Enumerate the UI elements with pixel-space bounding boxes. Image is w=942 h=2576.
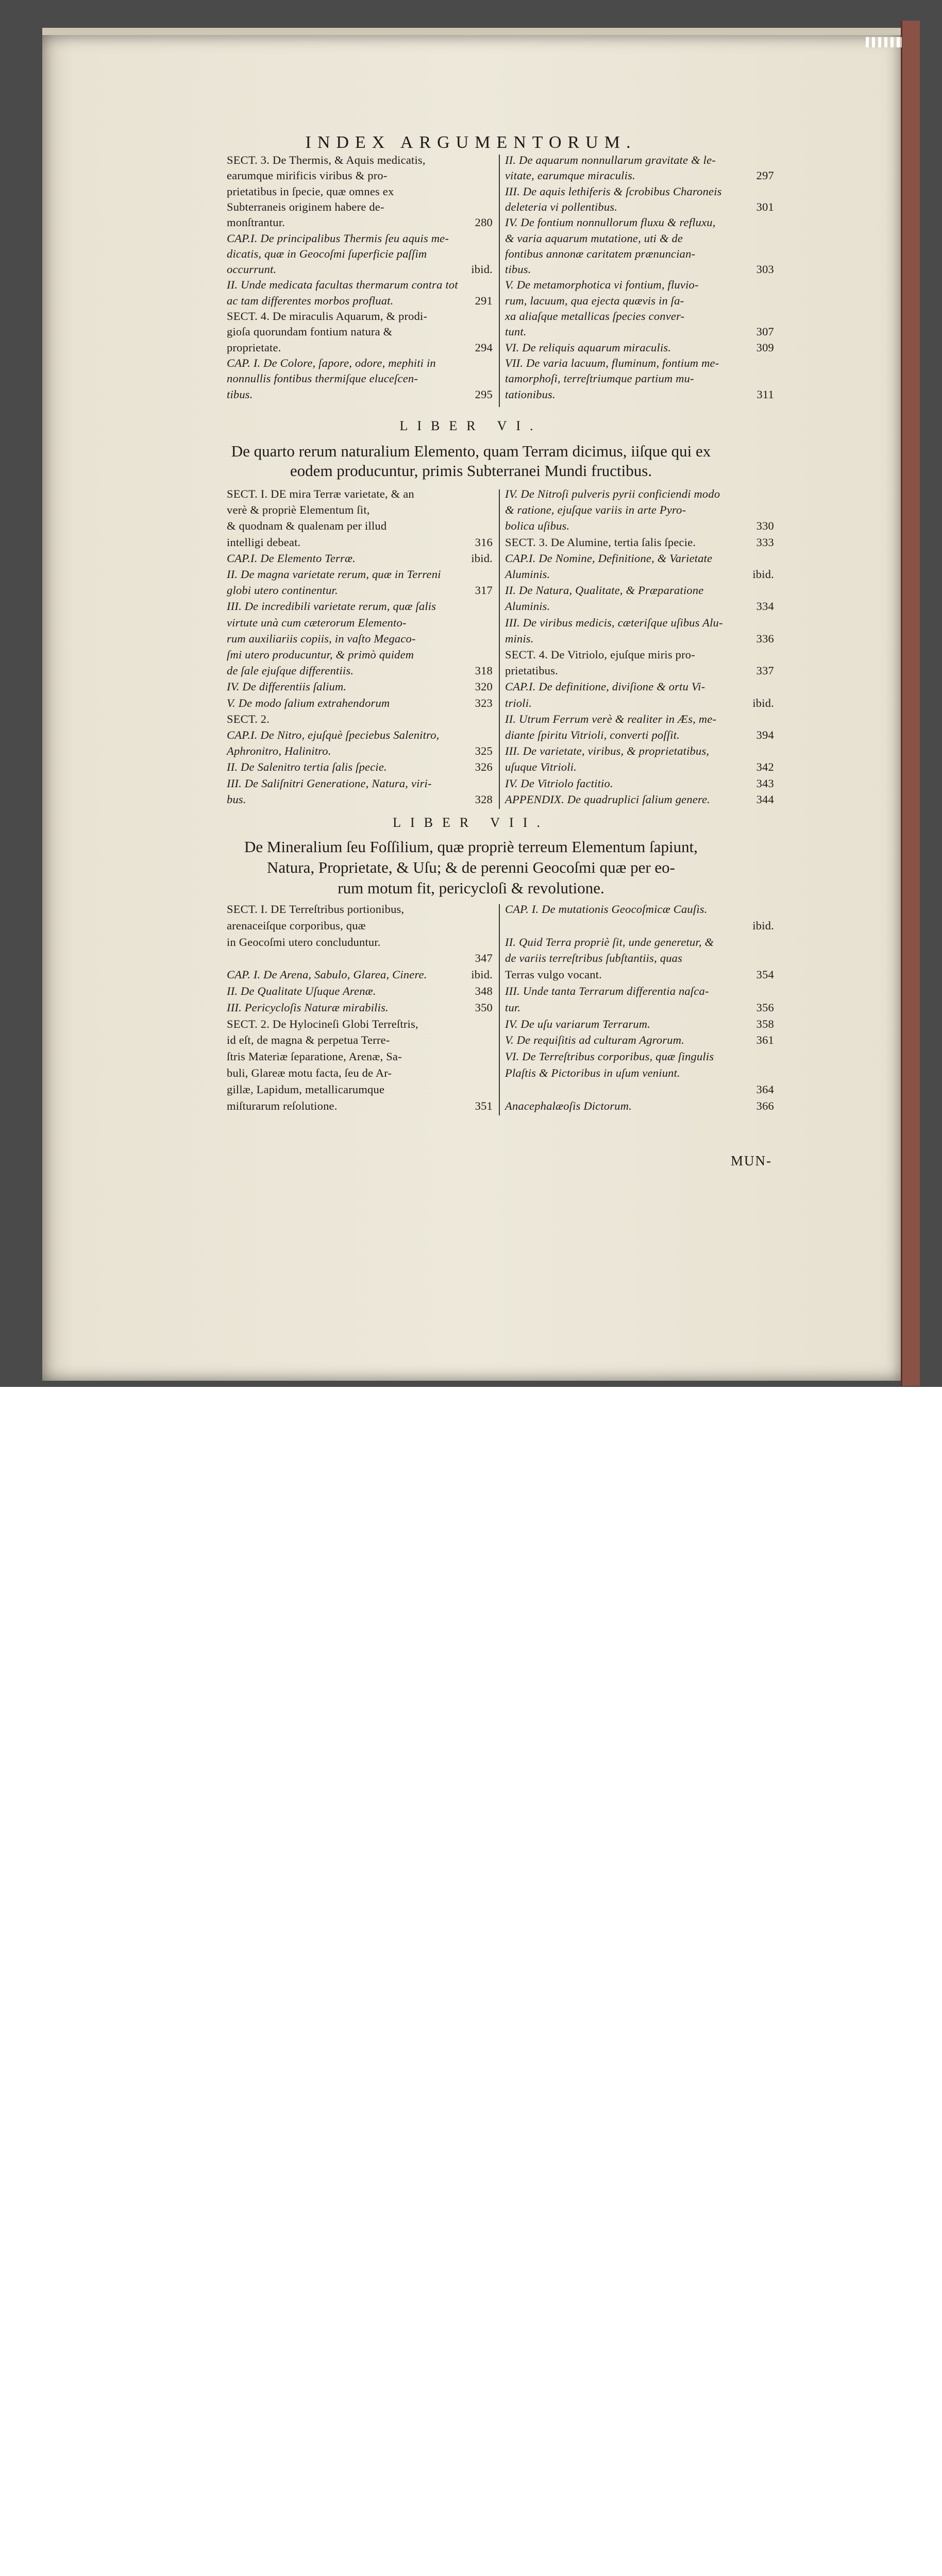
entry-text: II. De magna varietate rerum, quæ in Terreni — [227, 568, 441, 581]
entry-text: deleteria vi pollentibus. — [505, 200, 618, 213]
liber-vii-summary-line2: Natura, Proprietate, & Uſu; & de perenni Geocoſmi quæ per eo- — [267, 858, 675, 876]
index-entry — [505, 294, 774, 308]
entry-text: II. Quid Terra propriè ſit, unde generetur, & — [505, 935, 714, 948]
index-entry — [227, 263, 493, 276]
page-number: ibid. — [471, 263, 493, 276]
index-entry — [505, 680, 774, 693]
entry-text: CAP.I. De definitione, diviſione & ortu Vi- — [505, 680, 705, 693]
page-number: 348 — [475, 985, 493, 997]
page-number: 323 — [475, 696, 493, 709]
index-entry — [227, 294, 493, 308]
entry-text: SECT. 4. De miraculis Aquarum, & prodi- — [227, 310, 428, 323]
entry-text: tamorphoſi, terreſtriumque partium mu- — [505, 372, 694, 385]
page-number: 366 — [756, 1099, 774, 1112]
index-entry — [505, 169, 774, 182]
index-entry — [227, 568, 493, 581]
index-entry — [227, 154, 493, 167]
page-number: ibid. — [752, 696, 774, 709]
entry-text: prietatibus. — [505, 664, 559, 677]
index-entry — [227, 1099, 493, 1113]
entry-text: de variis terreſtribus ſubſtantiis, quas — [505, 952, 683, 965]
entry-text: Plaſtis & Pictoribus in uſum veniunt. — [505, 1066, 680, 1079]
entry-text: uſuque Vitrioli. — [505, 760, 577, 774]
entry-text: IV. De differentiis ſalium. — [227, 680, 347, 693]
index-entry — [505, 185, 774, 198]
entry-text: ſtris Materiæ ſeparatione, Arenæ, Sa- — [227, 1050, 402, 1063]
entry-text: CAP. I. De Colore, ſapore, odore, mephiti in — [227, 356, 436, 369]
entry-text: SECT. 2. — [227, 712, 270, 725]
page-number: 311 — [756, 387, 774, 401]
index-entry — [505, 1066, 774, 1080]
page-number: 280 — [475, 216, 493, 229]
page-number: 330 — [756, 519, 774, 533]
index-entry — [227, 169, 493, 182]
index-entry — [227, 903, 493, 916]
index-entry — [505, 632, 774, 646]
entry-text: II. Unde medicata facultas thermarum contra tot — [227, 278, 458, 292]
entry-text: gioſa quorundam fontium natura & — [227, 325, 393, 338]
entry-text: & varia aquarum mutatione, uti & de — [505, 231, 683, 245]
entry-text: buli, Glareæ motu facta, ſeu de Ar- — [227, 1066, 392, 1079]
entry-text: prietatibus in ſpecie, quæ omnes ex — [227, 184, 394, 198]
page-number: 317 — [475, 584, 493, 597]
entry-text: CAP.I. De principalibus Thermis ſeu aquis me- — [227, 231, 449, 245]
index-entry — [227, 357, 493, 370]
entry-text: SECT. 2. De Hylocineſi Globi Terreſtris, — [227, 1017, 418, 1030]
liber-vii-summary-line3: rum motum fit, pericycloſi & revolutione. — [338, 879, 604, 897]
page-number: 328 — [475, 792, 493, 806]
entry-text: Aluminis. — [505, 568, 550, 581]
page-number: 294 — [475, 341, 493, 354]
index-entry — [505, 728, 774, 742]
entry-text: fontibus annonæ caritatem prænuncian- — [505, 247, 696, 260]
index-entry — [505, 903, 774, 916]
index-entry — [227, 372, 493, 385]
index-entry — [227, 760, 493, 774]
page-number: 336 — [756, 632, 774, 645]
entry-text: bolica uſibus. — [505, 519, 570, 533]
page-number: 333 — [756, 535, 774, 549]
index-entry — [227, 247, 493, 261]
entry-text: V. De metamorphotica vi fontium, fluvio- — [505, 278, 699, 292]
entry-text: rum auxiliariis copiis, in vaſto Megaco- — [227, 632, 416, 645]
index-entry — [227, 519, 493, 533]
entry-text: III. Pericycloſis Naturæ mirabilis. — [227, 1001, 389, 1014]
index-entry — [505, 936, 774, 949]
index-entry — [227, 697, 493, 710]
index-entry — [505, 372, 774, 385]
entry-text: occurrunt. — [227, 263, 277, 276]
entry-text: & ratione, ejuſque variis in arte Pyro- — [505, 503, 686, 517]
entry-text: IV. De Nitroſi pulveris pyrii conficiendi modo — [505, 487, 720, 500]
entry-text: verè & propriè Elementum ſit, — [227, 503, 370, 517]
index-entry — [505, 697, 774, 710]
index-entry — [505, 1050, 774, 1063]
entry-text: III. De Saliſnitri Generatione, Natura, viri- — [227, 776, 432, 790]
entry-text: Anacephalæoſis Dictorum. — [505, 1099, 632, 1112]
entry-text: IV. De Vitriolo factitio. — [505, 776, 613, 790]
entry-text: II. De Qualitate Uſuque Arenæ. — [227, 985, 376, 997]
entry-text: trioli. — [505, 696, 532, 709]
entry-text: monſtrantur. — [227, 216, 285, 229]
index-entry — [505, 200, 774, 214]
index-entry — [505, 503, 774, 517]
entry-text: tunt. — [505, 325, 527, 338]
index-entry — [505, 232, 774, 245]
entry-text: II. De Natura, Qualitate, & Præparatione — [505, 584, 704, 597]
index-entry — [505, 1099, 774, 1113]
index-entry — [505, 744, 774, 758]
catchword: MUN- — [731, 1153, 772, 1168]
entry-text: ac tam differentes morbos profluat. — [227, 294, 394, 307]
entry-text: dicatis, quæ in Geocoſmi ſuperficie paſſim — [227, 247, 427, 260]
index-entry — [505, 341, 774, 354]
index-entry — [227, 278, 493, 292]
liber-vii-title: LIBER VII. — [393, 815, 549, 830]
index-entry — [505, 310, 774, 323]
entry-text: SECT. I. DE mira Terræ varietate, & an — [227, 487, 414, 500]
page-number: 303 — [756, 263, 774, 276]
index-entry — [505, 760, 774, 774]
index-entry — [227, 632, 493, 646]
entry-text: xa aliaſque metallicas ſpecies conver- — [505, 310, 685, 323]
entry-text: ſmi utero producuntur, & primò quidem — [227, 648, 414, 661]
index-entry — [227, 648, 493, 662]
entry-text: in Geocoſmi utero concluduntur. — [227, 935, 381, 948]
page-number: 309 — [756, 341, 774, 354]
index-entry — [227, 552, 493, 565]
entry-text: proprietate. — [227, 341, 281, 354]
liber-vii-summary-line1: De Mineralium ſeu Foſſilium, quæ propriè terreum Elementum ſapiunt, — [244, 838, 698, 856]
index-entry — [505, 568, 774, 581]
liber-vi-title: LIBER VI. — [399, 418, 543, 433]
index-entry — [505, 552, 774, 565]
index-entry — [505, 777, 774, 790]
column-divider — [499, 904, 500, 1115]
page-number: 342 — [756, 760, 774, 774]
entry-text: tationibus. — [505, 387, 556, 401]
index-entry — [227, 503, 493, 517]
index-entry — [505, 600, 774, 613]
entry-text: id eſt, de magna & perpetua Terre- — [227, 1033, 390, 1047]
entry-text: Subterraneis originem habere de- — [227, 200, 384, 213]
index-entry — [505, 1018, 774, 1031]
index-entry — [227, 310, 493, 323]
entry-text: virtute unà cum cæterorum Elemento- — [227, 616, 407, 629]
index-entry — [227, 536, 493, 549]
entry-text: SECT. 3. De Thermis, & Aquis medicatis, — [227, 154, 426, 166]
page-number: 394 — [756, 728, 774, 741]
entry-text: Terras vulgo vocant. — [505, 968, 602, 981]
entry-text: tibus. — [505, 263, 531, 276]
index-entry — [227, 185, 493, 198]
entry-text: III. De varietate, viribus, & proprietatibus, — [505, 744, 710, 758]
index-entry — [227, 793, 493, 806]
page-number: 337 — [756, 664, 774, 677]
entry-text: nonnullis fontibus thermiſque eluceſcen- — [227, 372, 418, 385]
index-entry — [227, 584, 493, 597]
entry-text: VII. De varia lacuum, fluminum, fontium me- — [505, 356, 719, 369]
entry-text: II. Utrum Ferrum verè & realiter in Æs, me- — [505, 712, 717, 725]
page-number: 307 — [756, 325, 774, 338]
page-number: 354 — [756, 968, 774, 981]
index-entry — [505, 793, 774, 806]
column-divider — [499, 155, 500, 407]
entry-text: Aphronitro, Halinitro. — [227, 744, 331, 758]
index-entry — [227, 1050, 493, 1063]
index-entry — [505, 648, 774, 662]
page-number: 351 — [475, 1099, 493, 1112]
page-number: ibid. — [752, 919, 774, 932]
index-entry — [505, 247, 774, 261]
index-entry — [505, 985, 774, 998]
page-number: 334 — [756, 600, 774, 613]
entry-text: intelligi debeat. — [227, 535, 301, 549]
index-entry — [227, 1018, 493, 1031]
page-number: 295 — [475, 387, 493, 401]
index-entry — [505, 325, 774, 338]
entry-text: CAP.I. De Elemento Terræ. — [227, 551, 356, 565]
book-binding-edge — [901, 21, 920, 1386]
footer-bar — [0, 1387, 942, 1456]
entry-text: III. De aquis lethiferis & ſcrobibus Charoneis — [505, 184, 722, 198]
index-entry — [505, 1033, 774, 1047]
entry-text: globi utero continentur. — [227, 584, 338, 597]
index-entry — [227, 325, 493, 338]
index-entry — [505, 616, 774, 630]
entry-text: II. De aquarum nonnullarum gravitate & le- — [505, 154, 716, 166]
entry-text: SECT. 3. De Alumine, tertia ſalis ſpecie. — [505, 535, 696, 549]
entry-text: tibus. — [227, 387, 253, 401]
page-number: 364 — [756, 1082, 774, 1096]
liber-vi-summary-line1: De quarto rerum naturalium Elemento, quam Terram dicimus, iiſque qui ex — [231, 442, 711, 460]
page-number: ibid. — [471, 551, 493, 565]
liber-vi-summary-line2: eodem producuntur, primis Subterranei Mundi fructibus. — [290, 462, 652, 480]
index-entry — [505, 388, 774, 401]
page-number: 291 — [475, 294, 493, 307]
page-number: 358 — [756, 1017, 774, 1030]
index-entry — [227, 600, 493, 613]
index-entry — [227, 744, 493, 758]
page-number: ibid. — [752, 568, 774, 581]
entry-text: V. De requiſitis ad culturam Agrorum. — [505, 1033, 685, 1047]
page-corner-tear — [866, 37, 902, 47]
entry-text: arenaceiſque corporibus, quæ — [227, 919, 366, 932]
index-entry — [227, 1066, 493, 1080]
entry-text: earumque mirificis viribus & pro- — [227, 169, 388, 182]
index-entry — [227, 985, 493, 998]
entry-text: rum, lacuum, qua ejecta quævis in ſa- — [505, 294, 684, 307]
entry-text: APPENDIX. De quadruplici ſalium genere. — [505, 792, 711, 806]
index-entry — [505, 278, 774, 292]
index-entry — [505, 216, 774, 229]
index-entry — [227, 936, 493, 949]
entry-text: III. De incredibili varietate rerum, quæ ſalis — [227, 600, 436, 613]
page-number: 361 — [756, 1033, 774, 1047]
entry-text: III. Unde tanta Terrarum differentia naſca- — [505, 985, 709, 997]
index-entry — [505, 536, 774, 549]
index-entry — [505, 584, 774, 597]
entry-text: IV. De uſu variarum Terrarum. — [505, 1017, 651, 1030]
index-entry — [227, 968, 493, 981]
entry-text: tur. — [505, 1001, 521, 1014]
index-entry — [505, 1001, 774, 1014]
index-entry — [227, 616, 493, 630]
index-entry — [505, 713, 774, 726]
index-entry — [227, 216, 493, 229]
entry-text: II. De Salenitro tertia ſalis ſpecie. — [227, 760, 387, 774]
entry-text: & quodnam & qualenam per illud — [227, 519, 387, 533]
index-entry — [505, 487, 774, 501]
entry-text: VI. De reliquis aquarum miraculis. — [505, 341, 671, 354]
entry-text: vitate, earumque miraculis. — [505, 169, 635, 182]
index-entry — [227, 664, 493, 677]
index-entry — [227, 341, 493, 354]
page-number: 356 — [756, 1001, 774, 1014]
entry-text: SECT. 4. De Vitriolo, ejuſque miris pro- — [505, 648, 695, 661]
index-entry — [227, 919, 493, 933]
entry-text: miſturarum reſolutione. — [227, 1099, 338, 1112]
index-entry — [505, 664, 774, 677]
page-number: 350 — [475, 1001, 493, 1014]
index-entry — [505, 357, 774, 370]
entry-text: minis. — [505, 632, 534, 645]
index-entry — [505, 519, 774, 533]
entry-text: de ſale ejuſque differentiis. — [227, 664, 354, 677]
entry-text: Aluminis. — [505, 600, 550, 613]
page-number: 347 — [475, 952, 493, 965]
page-number: 326 — [475, 760, 493, 774]
entry-text: gillæ, Lapidum, metallicarumque — [227, 1082, 385, 1096]
page-number: 344 — [756, 792, 774, 806]
index-entry — [227, 728, 493, 742]
entry-text: VI. De Terreſtribus corporibus, quæ ſingulis — [505, 1050, 714, 1063]
index-entry — [227, 1033, 493, 1047]
page-number: 343 — [756, 776, 774, 790]
index-entry — [227, 680, 493, 693]
page-number: 325 — [475, 744, 493, 758]
index-entry — [227, 713, 493, 726]
page-number: 301 — [756, 200, 774, 213]
page-number: 318 — [475, 664, 493, 677]
index-entry — [505, 263, 774, 276]
running-head: INDEX ARGUMENTORUM. — [305, 133, 637, 152]
index-entry — [505, 968, 774, 981]
index-entry — [227, 200, 493, 214]
entry-text: CAP.I. De Nitro, ejuſquè ſpeciebus Salenitro, — [227, 728, 440, 741]
entry-text: diante ſpiritu Vitrioli, converti poſſit. — [505, 728, 680, 741]
entry-text: III. De viribus medicis, cæteriſque uſibus Alu- — [505, 616, 723, 629]
index-entry — [227, 777, 493, 790]
entry-text: CAP. I. De Arena, Sabulo, Glarea, Cinere. — [227, 968, 427, 981]
entry-text: CAP.I. De Nomine, Definitione, & Varietate — [505, 551, 713, 565]
index-entry — [227, 232, 493, 245]
index-entry — [505, 154, 774, 167]
page-number: 320 — [475, 680, 493, 693]
entry-text: IV. De fontium nonnullorum fluxu & refluxu, — [505, 216, 716, 229]
entry-text: SECT. I. DE Terreſtribus portionibus, — [227, 903, 405, 916]
entry-text: V. De modo ſalium extrahendorum — [227, 696, 390, 709]
entry-text: CAP. I. De mutationis Geocoſmicæ Cauſis. — [505, 903, 708, 916]
index-entry — [227, 1083, 493, 1096]
page-number: 316 — [475, 535, 493, 549]
index-entry — [505, 952, 774, 965]
column-divider — [499, 489, 500, 809]
entry-text: bus. — [227, 792, 246, 806]
page-number: ibid. — [471, 968, 493, 981]
index-entry — [227, 1001, 493, 1014]
index-entry — [227, 388, 493, 401]
index-entry — [227, 487, 493, 501]
page-number: 297 — [756, 169, 774, 182]
